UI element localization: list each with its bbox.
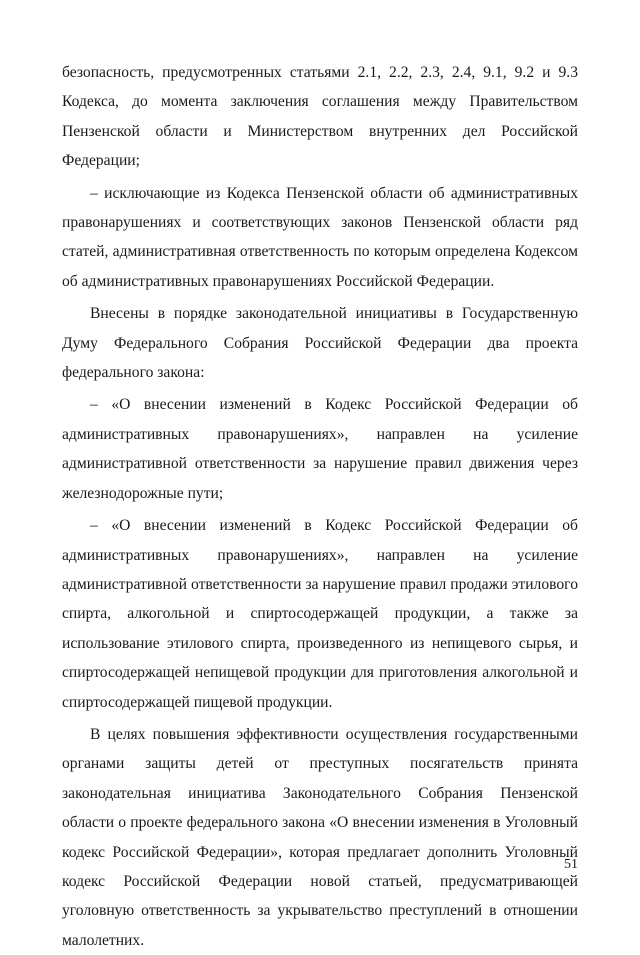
- paragraph-continuation: безопасность, предусмотренных статьями 2.1, 2.2, 2.3, 2.4, 9.1, 9.2 и 9.3 Кодекса, до момента заключения соглашения между Правительством Пензенской области и Министерством внутренних дел Российской Федерации;: [62, 64, 578, 170]
- paragraph-child-protection: В целях повышения эффективности осуществления государственными органами защиты детей от преступных посягательств принята законодательная инициатива Законодательного Собрания Пензенской области о проекте федерального закона «О внесении изменения в Уголовный кодекс Российской Федерации», которая предлагает дополнить Уголовный кодекс Российской Федерации новой статьей, предусматривающей уголовную ответственность за укрывательство преступлений в отношении малолетних.: [62, 725, 578, 949]
- paragraph-federal-drafts: Внесены в порядке законодательной инициативы в Государственную Думу Федерального Собрания Российской Федерации два проекта федерального закона:: [62, 305, 578, 382]
- paragraph-exclusion-item: – исключающие из Кодекса Пензенской области об административных правонарушениях и соответствующих законов Пензенской области ряд статей, административная ответственность по которым определена Кодексом об административных правонарушениях Российской Федерации.: [62, 184, 578, 290]
- page-number: 51: [564, 857, 578, 872]
- paragraph-alcohol-draft: – «О внесении изменений в Кодекс Российской Федерации об административных правонарушениях», направлен на усиление административной ответственности за нарушение правил продажи этилового спирта, алкогольной и спиртосодержащей продукции, а также за использование этилового спирта, произведенного из непищевого сырья, и спиртосодержащей непищевой продукции для приготовления алкогольной и спиртосодержащей пищевой продукции.: [62, 517, 578, 711]
- paragraph-railway-draft: – «О внесении изменений в Кодекс Российской Федерации об административных правонарушениях», направлен на усиление административной ответственности за нарушение правил движения через железнодорожные пути;: [62, 396, 578, 502]
- document-page: [62, 58, 578, 955]
